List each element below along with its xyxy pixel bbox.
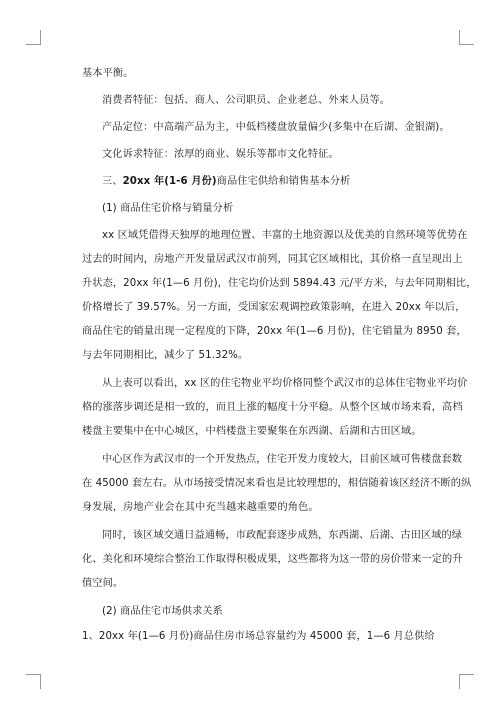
text-line: 同时，该区域交通日益通畅，市政配套逐步成熟，东西湖、后湖、古田区域的绿 <box>102 530 463 541</box>
consumer-traits: 消费者特征：包括、商人、公司职员、企业老总、外来人员等。 <box>102 95 391 106</box>
text-line: 基本平衡。 <box>82 68 134 79</box>
crop-mark-top-left <box>26 30 41 45</box>
crop-mark-bottom-left <box>26 674 41 689</box>
text-line: 楼盘主要集中在中心城区，中档楼盘主要聚集在东西湖、后湖和古田区域。 <box>82 426 422 437</box>
text-line: 与去年同期相比，减少了 51.32%。 <box>82 350 249 361</box>
text-line: 化、美化和环境综合整治工作取得积极成果，这些都将为这一带的房价带来一定的升 <box>82 554 463 565</box>
text-line: 1、20xx 年(1—6 月份)商品住房市场总容量约为 45000 套，1—6 月总供给 <box>82 631 435 642</box>
text-line: 过去的时间内，房地产开发量居武汉市前列，同其它区域相比，其价格一直呈现出上 <box>82 254 463 265</box>
subsection-heading: (1) 商品住宅价格与销量分析 <box>102 203 234 214</box>
crop-mark-bottom-right <box>459 674 474 689</box>
product-positioning: 产品定位：中高端产品为主，中低档楼盘放量偏少(多集中在后湖、金银湖)。 <box>102 122 450 133</box>
text-line: 格的涨落步调还是相一致的，而且上涨的幅度十分平稳。从整个区域市场来看，高档 <box>82 402 463 413</box>
crop-mark-top-right <box>459 30 474 45</box>
text-line: 在 45000 套左右。从市场接受情况来看也是比较理想的，相信随着该区经济不断的纵 <box>82 478 472 489</box>
section-title: 商品住宅供给和销售基本分析 <box>216 176 351 187</box>
subsection-heading: (2) 商品住宅市场供求关系 <box>102 606 223 617</box>
text-line: 值空间。 <box>82 578 124 589</box>
text-line: 价格增长了 39.57%。另一方面，受国家宏观调控政策影响，在进入 20xx 年以后， <box>82 302 466 313</box>
text-line: 商品住宅的销量出现一定程度的下降，20xx 年(1—6 月份)，住宅销量为 8950 套， <box>82 326 467 337</box>
text-line: 升状态，20xx 年(1—6 月份)，住宅均价达到 5894.43 元/平方米，与去年同期相比， <box>82 278 477 289</box>
text-line: 从上表可以看出，xx 区的住宅物业平均价格同整个武汉市的总体住宅物业平均价 <box>102 378 468 389</box>
section-heading <box>102 175 350 189</box>
section-number: 三、 <box>102 176 123 187</box>
text-line: 身发展，房地产业会在其中充当越来越重要的角色。 <box>82 502 319 513</box>
cultural-appeal: 文化诉求特征：浓厚的商业、娱乐等都市文化特征。 <box>102 149 339 160</box>
text-line: xx 区域凭借得天独厚的地理位置、丰富的土地资源以及优美的自然环境等优势在 <box>102 230 468 241</box>
text-line: 中心区作为武汉市的一个开发热点，住宅开发力度较大，目前区域可售楼盘套数 <box>102 454 463 465</box>
section-period: 20xx 年(1-6 月份) <box>122 176 217 187</box>
